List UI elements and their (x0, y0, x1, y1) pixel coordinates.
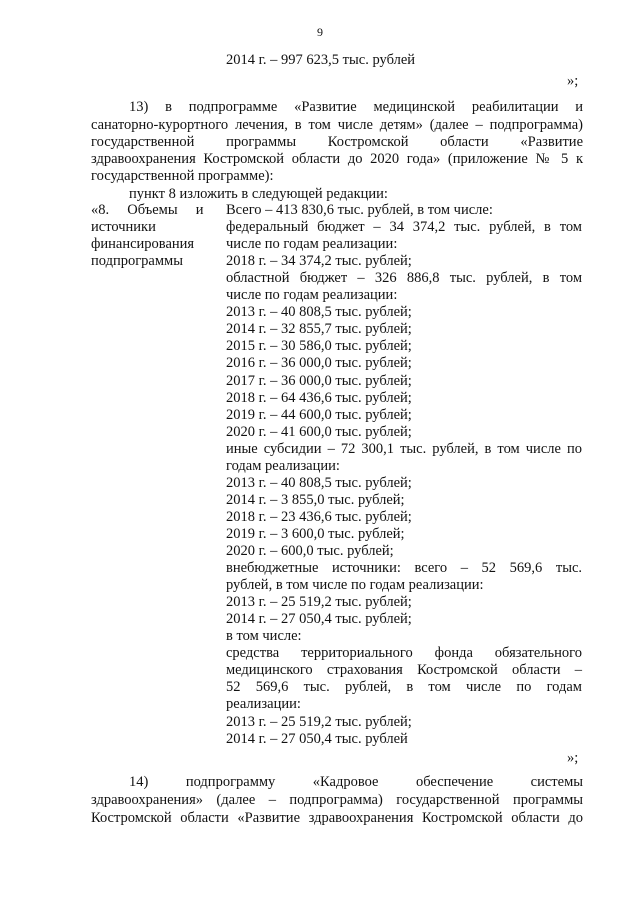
table-right-line: годам реализации: (226, 457, 340, 474)
table-left-line: подпрограммы (91, 253, 183, 269)
table-right-line: областной бюджет – 326 886,8 тыс. рублей, в том (226, 270, 582, 287)
table-right-line: 2014 г. – 32 855,7 тыс. рублей; (226, 321, 412, 338)
table-right-line: 2013 г. – 25 519,2 тыс. рублей; (226, 594, 412, 611)
table-right-line: рублей, в том числе по годам реализации: (226, 577, 484, 593)
closing-quote: »; (567, 750, 579, 766)
item13-line-5: государственной программе): (91, 168, 274, 184)
table-right-line: 2014 г. – 27 050,4 тыс. рублей (226, 730, 408, 747)
table-right-line: 2018 г. – 34 374,2 тыс. рублей; (226, 253, 412, 270)
table-right-line: 2020 г. – 41 600,0 тыс. рублей; (226, 423, 412, 440)
page-number: 9 (317, 25, 323, 39)
item13-line-4: здравоохранения Костромской области до 2020 года» (приложение № 5 к (91, 151, 583, 167)
item13-line-1: 13) в подпрограмме «Развитие медицинской реабилитации и (129, 99, 583, 115)
item13-line-2: санаторно-курортного лечения, в том числе детям» (далее – подпрограмма) (91, 117, 583, 133)
item14-line-1: 14) подпрограмму «Кадровое обеспечение системы (129, 774, 583, 790)
table-right-total: Всего – 413 830,6 тыс. рублей, в том числе: (226, 202, 493, 218)
table-right-line: 2016 г. – 36 000,0 тыс. рублей; (226, 355, 412, 372)
table-right-line: 2017 г. – 36 000,0 тыс. рублей; (226, 372, 412, 389)
table-right-line: медицинского страхования Костромской области – (226, 662, 582, 679)
table-left-first-line: «8. Объемы и (91, 202, 204, 218)
table-right-line: 2019 г. – 44 600,0 тыс. рублей; (226, 406, 412, 423)
table-right-line: федеральный бюджет – 34 374,2 тыс. рублей, в том (226, 219, 582, 235)
table-right-line: в том числе: (226, 628, 302, 645)
item14-line-2: здравоохранения» (далее – подпрограмма) государственной программы (91, 792, 583, 808)
item14-line-3: Костромской области «Развитие здравоохранения Костромской области до (91, 810, 583, 826)
table-right-line: 2013 г. – 40 808,5 тыс. рублей; (226, 304, 412, 321)
table-right-line: 2015 г. – 30 586,0 тыс. рублей; (226, 338, 412, 355)
table-right-line: числе по годам реализации: (226, 287, 398, 304)
table-right-line: иные субсидии – 72 300,1 тыс. рублей, в том числе по (226, 440, 582, 457)
table-right-line: 2014 г. – 27 050,4 тыс. рублей; (226, 611, 412, 628)
table-right-line: реализации: (226, 696, 301, 713)
table-right-line: 2014 г. – 3 855,0 тыс. рублей; (226, 491, 405, 508)
table-right-line: 52 569,6 тыс. рублей, в том числе по годам (226, 679, 582, 696)
closing-quote: »; (567, 73, 579, 89)
table-right-line: 2013 г. – 25 519,2 тыс. рублей; (226, 713, 412, 730)
item13-line-3: государственной программы Костромской области «Развитие (91, 134, 583, 150)
top-budget-line: 2014 г. – 997 623,5 тыс. рублей (226, 52, 416, 68)
table-right-line: 2019 г. – 3 600,0 тыс. рублей; (226, 525, 405, 542)
table-right-line: числе по годам реализации: (226, 236, 398, 253)
table-right-line: 2018 г. – 64 436,6 тыс. рублей; (226, 389, 412, 406)
table-right-line: 2013 г. – 40 808,5 тыс. рублей; (226, 474, 412, 491)
table-right-line: средства территориального фонда обязательного (226, 645, 582, 662)
table-left-line: финансирования (91, 236, 195, 252)
table-right-line: внебюджетные источники: всего – 52 569,6 тыс. (226, 560, 582, 576)
table-right-line: 2018 г. – 23 436,6 тыс. рублей; (226, 508, 412, 525)
table-left-line: источники (91, 219, 156, 235)
table-right-line: 2020 г. – 600,0 тыс. рублей; (226, 543, 394, 559)
item13-intro: пункт 8 изложить в следующей редакции: (129, 186, 388, 202)
